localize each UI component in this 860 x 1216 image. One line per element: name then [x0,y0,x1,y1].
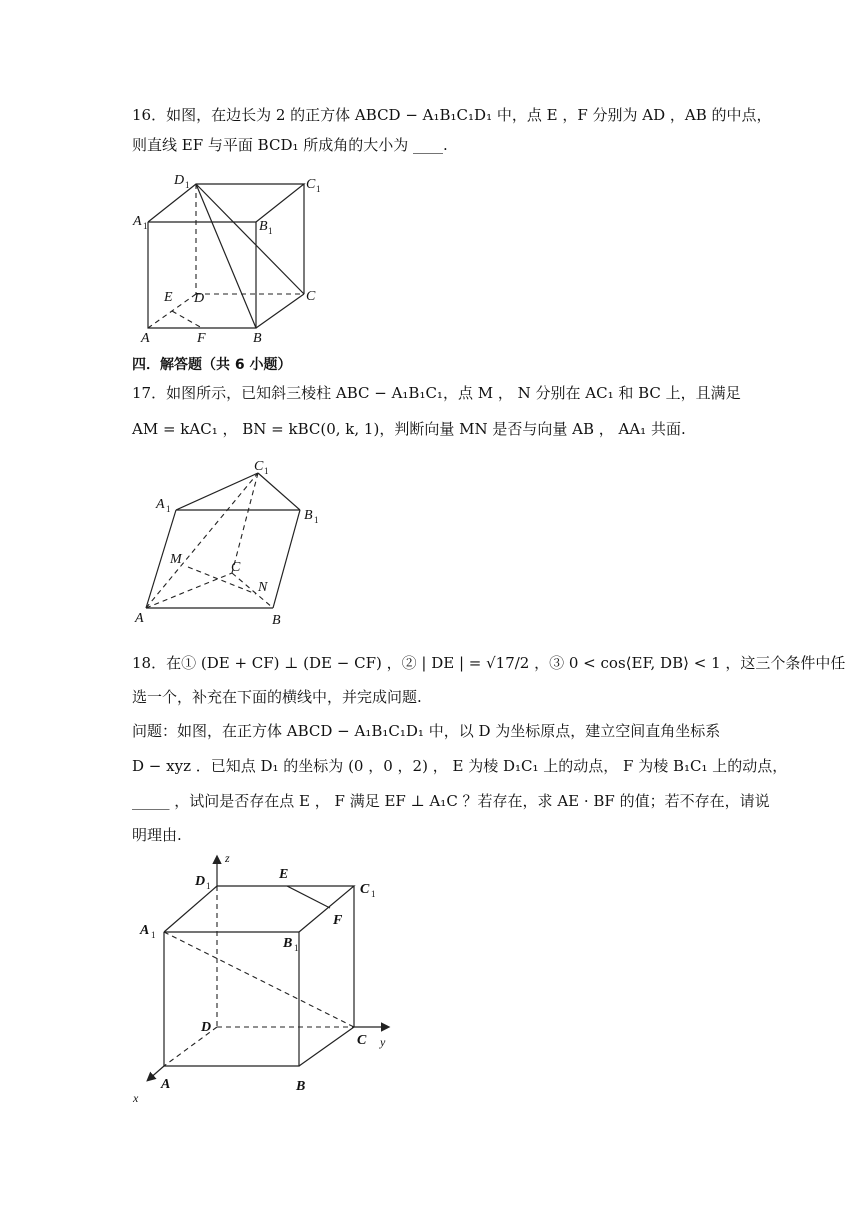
label-C1: C [306,177,316,192]
label-B-p: B [272,613,281,628]
label-B1-p: B [304,508,313,523]
label-D: D [194,291,205,306]
svg-text:1: 1 [294,943,299,953]
svg-text:1: 1 [264,466,269,476]
svg-text:1: 1 [314,515,319,525]
label-D1: D [174,173,185,188]
q16-line-2: 则直线 EF 与平面 BCD₁ 所成角的大小为 ____. [132,136,448,154]
q18-line-1: 18．在① (DE + CF) ⊥ (DE − CF) ，② | DE | = √17/2 ，③ 0 < cos⟨EF, DB⟩ < 1 ，这三个条件中任 [132,654,846,672]
label-E: E [164,290,173,305]
label-z: z [225,851,230,865]
label-A: A [141,331,150,346]
cube18-top-edges [164,886,354,932]
q18-line-4: D − xyz ．已知点 D₁ 的坐标为 (0 ，0 ，2) ， E 为棱 D₁C₁ 上的动点， F 为棱 B₁C₁ 上的动点， [132,757,788,775]
label-A1: A [133,214,142,229]
svg-text:1: 1 [206,881,211,891]
q18-line-5: _____ ，试问是否存在点 E ， F 满足 EF ⊥ A₁C ？若存在，求 AE · BF 的值；若不存在，请说 [132,792,770,810]
svg-text:1: 1 [185,180,190,190]
label-F-c: F [333,913,343,928]
q17-line-1: 17．如图所示，已知斜三棱柱 ABC − A₁B₁C₁，点 M ， N 分别在 AC₁ 和 BC 上，且满足 [132,384,741,402]
label-C-p: C [231,560,241,575]
q18-line-3: 问题：如图，在正方体 ABCD − A₁B₁C₁D₁ 中，以 D 为坐标原点，建立空间直角坐标系 [132,722,721,740]
label-A-p: A [135,611,144,626]
label-x: x [133,1091,139,1105]
label-C: C [306,289,316,304]
cube18-front-face [164,932,299,1066]
label-D1-c: D [195,874,206,889]
q18-line-2: 选一个，补充在下面的横线中，并完成问题. [132,688,422,706]
label-A-c: A [161,1077,171,1092]
cube18-line-a1c [164,932,354,1027]
svg-text:1: 1 [316,184,321,194]
svg-text:1: 1 [268,226,273,236]
label-E-c: E [279,867,289,882]
label-y: y [380,1035,386,1049]
q17-line-2: AM = kAC₁ ， BN = kBC(0, k, 1)，判断向量 MN 是否与向量 AB ， AA₁ 共面. [132,420,686,438]
svg-text:1: 1 [143,221,148,231]
label-B: B [253,331,262,346]
label-D-c: D [201,1020,212,1035]
label-B1-c: B [283,936,293,951]
label-C1-c: C [360,882,370,897]
q16-line-1: 16．如图，在边长为 2 的正方体 ABCD − A₁B₁C₁D₁ 中，点 E ，F 分别为 AD ，AB 的中点， [132,106,772,124]
cube18-line-ef [287,886,330,908]
label-C-c: C [357,1033,367,1048]
q18-line-6: 明理由. [132,826,182,844]
svg-text:1: 1 [151,930,156,940]
label-A1-c: A [140,923,150,938]
label-B-c: B [296,1079,306,1094]
cube18-edge-cb [299,1027,354,1066]
section-heading: 四．解答题（共 6 小题） [132,357,292,373]
svg-text:1: 1 [166,504,171,514]
label-F: F [197,331,206,346]
label-B1: B [259,219,268,234]
label-C1-p: C [254,459,264,474]
label-A1-p: A [156,497,165,512]
svg-text:1: 1 [371,889,376,899]
label-M-p: M [170,552,182,567]
label-N-p: N [258,580,268,595]
